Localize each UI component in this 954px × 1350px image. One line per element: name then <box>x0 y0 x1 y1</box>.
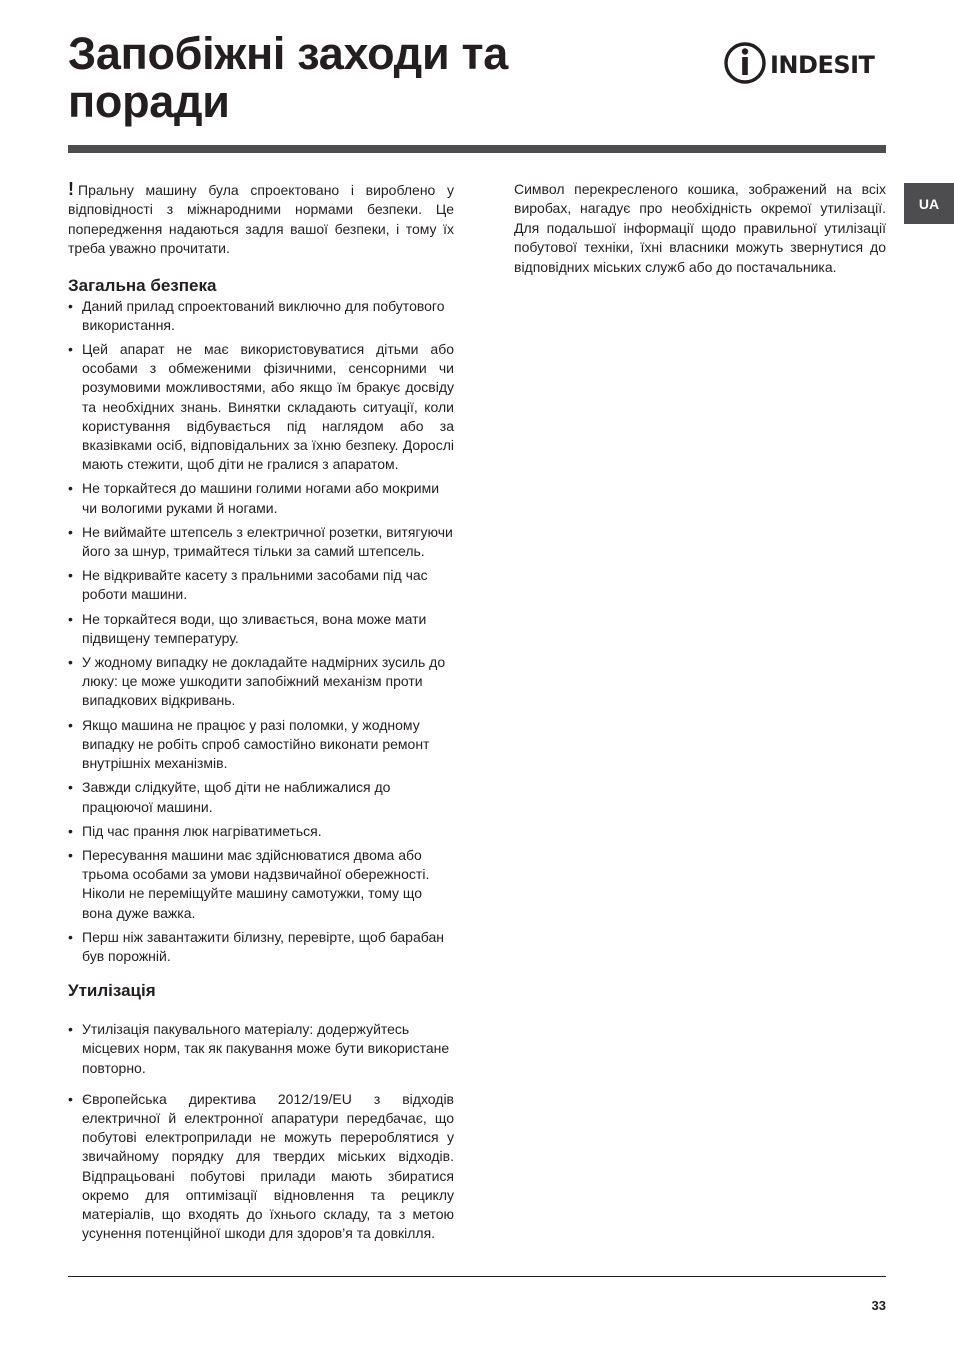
brand-wordmark: INDESIT <box>770 51 875 79</box>
list-item: • Якщо машина не працює у разі поломки, у жодному випадку не робіть спроб самостійно виконати ремонт внутрішніх механізмів. <box>68 716 454 774</box>
general-safety-list <box>68 297 454 967</box>
language-tab: UA <box>904 183 954 224</box>
list-item: • Не виймайте штепсель з електричної розетки, витягуючи його за шнур, тримайтеся тільки за самий штепсель. <box>68 523 454 561</box>
indesit-logo <box>723 40 888 86</box>
footer-rule <box>68 1276 886 1277</box>
list-item: • Не відкривайте касету з пральними засобами під час роботи машини. <box>68 566 454 604</box>
intro-text: Пральну машину була спроектовано і вироблено у відповідності з міжнародними нормами безпеки. Це попередження надаються задля вашої безпеки, і тому їх треба уважно прочитати. <box>68 182 454 257</box>
disposal-symbol-paragraph: Символ перекресленого кошика, зображений на всіх виробах, нагадує про необхідність окремої утилізації. Для подальшої інформації щодо правильної утилізації побутової техніки, їхні власники можуть звернутися до відповідних міських служб або до постачальника. <box>514 181 886 275</box>
list-item: • Перш ніж завантажити білизну, перевірте, щоб барабан був порожній. <box>68 928 454 966</box>
intro-paragraph <box>68 180 454 259</box>
list-item: • Під час прання люк нагріватиметься. <box>68 822 454 841</box>
disposal-list <box>68 1020 454 1243</box>
disposal-heading: Утилізація <box>68 981 156 1001</box>
list-item: • Даний прилад спроектований виключно для побутового використання. <box>68 297 454 335</box>
list-item: • Завжди слідкуйте, щоб діти не наближалися до працюючої машини. <box>68 778 454 816</box>
right-column <box>514 180 886 277</box>
page-number: 33 <box>871 1298 886 1313</box>
header-rule <box>68 145 886 153</box>
list-item: • Пересування машини має здійснюватися двома або трьома особами за умови надзвичайної обережності. Ніколи не переміщуйте машину самотужки, тому що вона дуже важка. <box>68 846 454 923</box>
list-item: • Утилізація пакувального матеріалу: додержуйтесь місцевих норм, так як пакування може бути використане повторно. <box>68 1020 454 1078</box>
general-safety-heading: Загальна безпека <box>68 275 217 295</box>
left-column <box>68 180 454 1248</box>
list-item: • Європейська директива 2012/19/EU з відходів електричної й електронної апаратури передбачає, що побутові електроприлади не можуть перероблятися у звичайному порядку для твердих міських відходів. Відпрацьовані побутові прилади мають збиратися окремо для оптимізації відновлення та рециклу матеріалів, що входять до їхнього складу, та з метою усунення потенційної шкоди для здоров’я та довкілля. <box>68 1090 454 1244</box>
list-item: • Цей апарат не має використовуватися дітьми або особами з обмеженими фізичними, сенсорними чи розумовими можливостями, або якщо їм бракує досвіду та необхідних знань. Винятки складають ситуації, коли користування відбувається під наглядом або за вказівками осіб, відповідальних за їхню безпеку. Дорослі мають стежити, щоб діти не гралися з апаратом. <box>68 340 454 474</box>
list-item: • У жодному випадку не докладайте надмірних зусиль до люку: це може ушкодити запобіжний механізм проти випадкових відкривань. <box>68 653 454 711</box>
list-item: • Не торкайтеся води, що зливається, вона може мати підвищену температуру. <box>68 610 454 648</box>
page-title: Запобіжні заходи та поради <box>68 28 508 127</box>
list-item: • Не торкайтеся до машини голими ногами або мокрими чи вологими руками й ногами. <box>68 479 454 517</box>
warning-icon: ! <box>68 179 74 199</box>
